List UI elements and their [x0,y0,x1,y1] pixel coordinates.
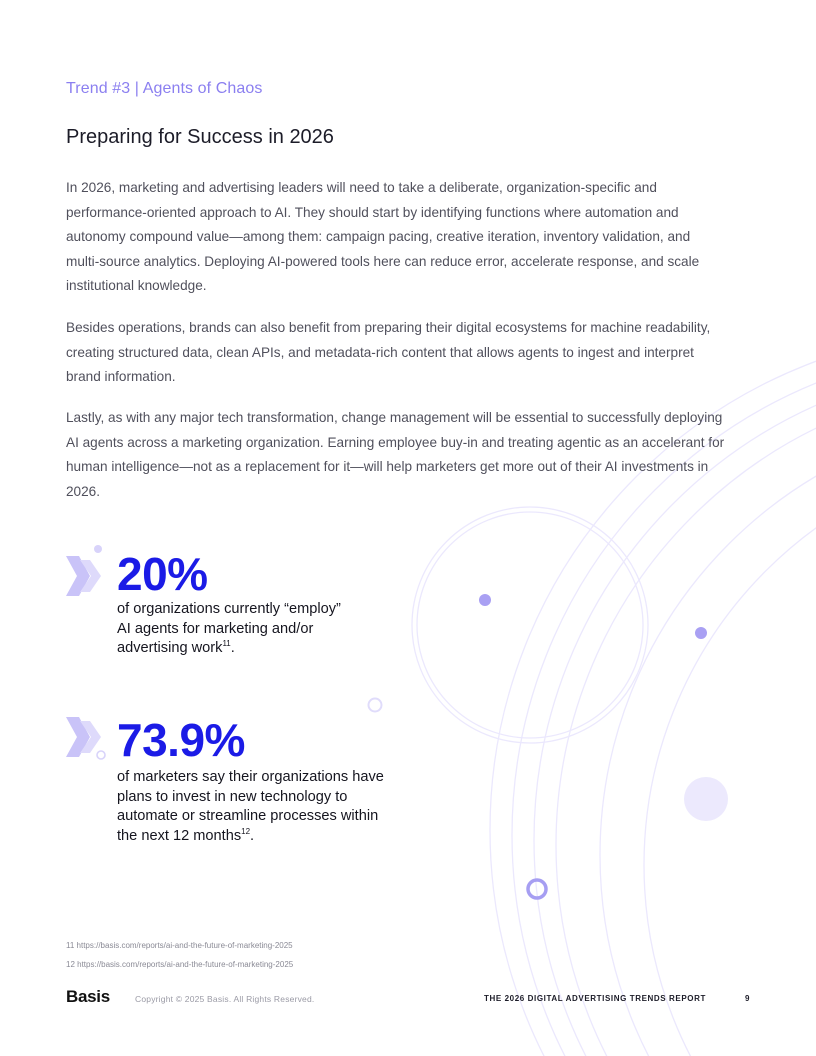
body-paragraph: In 2026, marketing and advertising leaders will need to take a deliberate, organization-specific and performance-oriented approach to AI. They should start by identifying functions where automation and autonomy compound value—among them: campaign pacing, creative iteration, inventory validation, and multi-source analytics. Deploying AI-powered tools here can reduce error, accelerate response, and scale institutional knowledge. [66,180,700,293]
chevron-right-icon [66,717,106,757]
page-number: 9 [745,994,750,1003]
footnote: 11 https://basis.com/reports/ai-and-the-future-of-marketing-2025 [66,941,293,950]
footnote-ref: 11 [222,639,231,649]
copyright: Copyright © 2025 Basis. All Rights Reserved. [135,994,315,1004]
basis-logo: Basis [66,987,110,1006]
trend-eyebrow: Trend #3 | Agents of Chaos [66,80,263,97]
stat-description: of organizations currently “employ” AI agents for marketing and/or advertising work$^{11}$. [117,601,341,656]
body-paragraph: Lastly, as with any major tech transformation, change management will be essential to successfully deploying AI agents across a marketing organization. Earning employee buy-in and treating agentic as an accelerant for human intelligence—not as a replacement for it—will help marketers get more out of their AI investments in 2026. [66,410,725,499]
section-heading: Preparing for Success in 2026 [66,126,334,148]
chevron-right-icon [66,556,106,596]
stat-value: 73.9% [117,714,245,766]
stat-description: of marketers say their organizations have plans to invest in new technology to automate or streamline processes within the next 12 months$^{12}$. [117,769,384,844]
footnote: 12 https://basis.com/reports/ai-and-the-future-of-marketing-2025 [66,960,294,969]
body-paragraph: Besides operations, brands can also benefit from preparing their digital ecosystems for machine readability, creating structured data, clean APIs, and metadata-rich content that allows agents to ingest and interpret brand information. [66,320,711,384]
stat-value: 20% [117,548,208,600]
report-title: THE 2026 DIGITAL ADVERTISING TRENDS REPORT [484,994,706,1003]
footnote-ref: 12 [241,826,251,836]
